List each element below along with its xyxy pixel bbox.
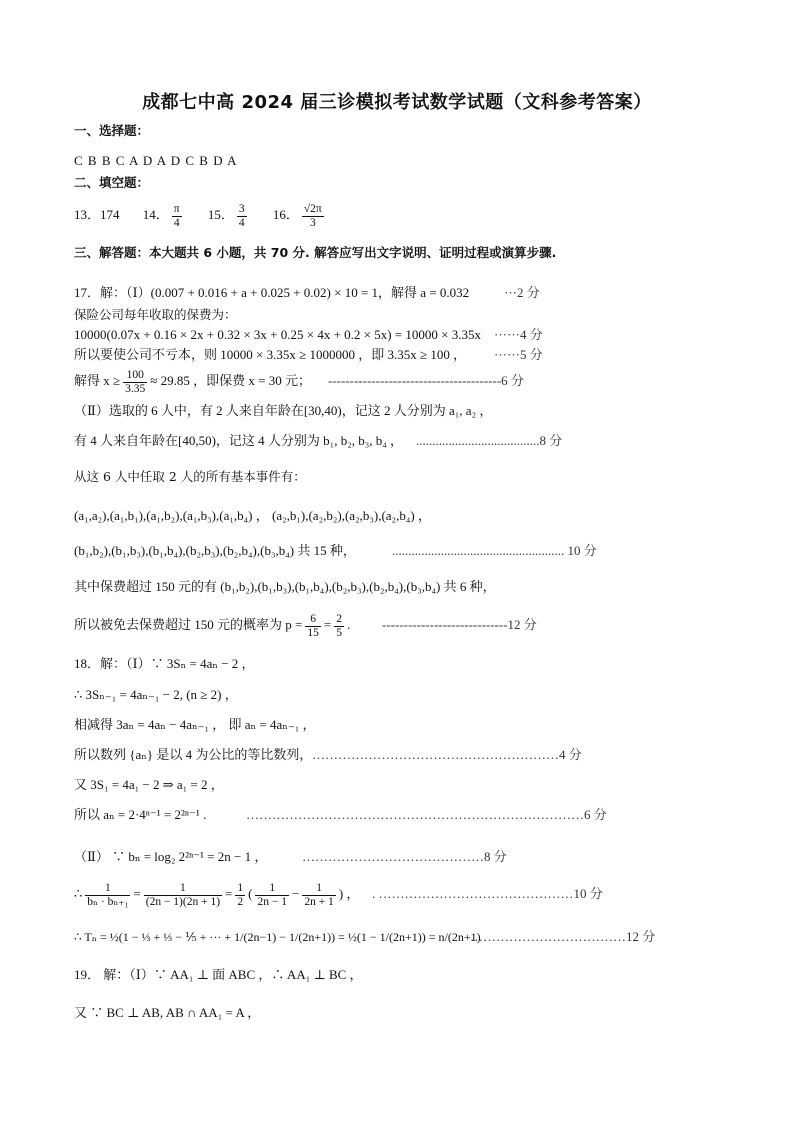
q18-line-8: ∴ $\frac{1}{\text{bₙ · bₙ₊₁}}$ = $\frac{1}{(2n - 1)(2n + 1)}$ = $\frac{1}{2}$ ( $\frac{1}{2n - 1}$ − $\frac{1}{2n + 1}$ ) ， <box>74 881 360 908</box>
q17-score-2: ···2 分 <box>504 285 540 300</box>
q18-line-2: ∴ 3Sₙ₋₁ = 4aₙ₋₁ − 2, (n ≥ 2) ， <box>74 687 238 702</box>
q17-line-3: 10000(0.07x + 0.16 × 2x + 0.32 × 3x + 0.25 × 4x + 0.2 × 5x) = 10000 × 3.35x <box>74 327 481 342</box>
q17-score-8: ......................................8 分 <box>416 433 563 448</box>
section-heading-solve: 三、解答题：本大题共 6 小题，共 70 分. 解答应写出文字说明、证明过程或演算步骤. <box>74 245 557 260</box>
q18-line-3: 相减得 3aₙ = 4aₙ − 4aₙ₋₁ ， 即 aₙ = 4aₙ₋₁ ， <box>74 717 316 732</box>
q18-line-5: 又 3S₁ = 4a₁ − 2 ⇒ a₁ = 2 ， <box>74 777 224 792</box>
q18-score-8: ……………………………………8 分 <box>302 849 507 864</box>
section-heading-choice: 一、选择题： <box>74 123 150 138</box>
fill-answers <box>74 200 347 230</box>
q17-line-10: (b₁,b₂),(b₁,b₃),(b₁,b₄),(b₂,b₃),(b₂,b₄),(b₃,b₄) 共 15 种， <box>74 543 356 558</box>
q18-score-6: ……………………………………………………………………6 分 <box>246 807 607 822</box>
q17-line-5: 解得 x ≥ $\frac{100}{3.35}$ ≈ 29.85 ，即保费 x = 30 元； <box>74 368 311 395</box>
q17-score-6: ----------------------------------------6 分 <box>328 373 524 388</box>
q17-line-11: 其中保费超过 150 元的有 (b₁,b₂),(b₁,b₃),(b₁,b₄),(b₂,b₃),(b₂,b₄),(b₃,b₄) 共 6 种， <box>74 579 496 594</box>
fill-q15: 15． $\frac{3}{4}$ <box>207 202 245 229</box>
q17-score-12: -----------------------------12 分 <box>382 617 537 632</box>
q18-score-12: ………………………………12 分 <box>470 929 656 944</box>
q17-line-9: (a₁,a₂),(a₁,b₁),(a₁,b₂),(a₁,b₃),(a₁,b₄) ， (a₂,b₁),(a₂,b₂),(a₂,b₃),(a₂,b₄) ， <box>74 508 431 523</box>
q18-line-4: 所以数列 {aₙ} 是以 4 为公比的等比数列， <box>74 747 313 762</box>
fill-q16: 16． $\frac{√2\pi}{3}$ <box>272 202 322 229</box>
choice-answers: C B B C A D A D C B D A <box>74 153 238 168</box>
q17-line-12: 所以被免去保费超过 150 元的概率为 p = $\frac{6}{15}$ = $\frac{2}{5}$ . <box>74 612 351 639</box>
page-title: 成都七中高 2024 届三诊模拟考试数学试题（文科参考答案） <box>142 92 652 113</box>
q19-line-2: 又 ∵ BC ⊥ AB, AB ∩ AA₁ = A ， <box>74 1005 261 1020</box>
q17-score-4: ······4 分 <box>494 327 543 342</box>
q17-line-4: 所以要使公司不亏本，则 10000 × 3.35x ≥ 1000000 ，即 3.35x ≥ 100 ， <box>74 347 467 362</box>
q17-line-7: 有 4 人来自年龄在[40,50)，记这 4 人分别为 b₁, b₂, b₃, b₄ ， <box>74 433 404 448</box>
q17-line-6: （Ⅱ）选取的 6 人中，有 2 人来自年龄在[30,40)，记这 2 人分别为 a₁, a₂ ， <box>74 403 493 418</box>
q18-line-7: （Ⅱ） ∵ bₙ = log₂ 2²ⁿ⁻¹ = 2n − 1 ， <box>74 849 268 864</box>
q17-score-10: ..................................................... 10 分 <box>392 543 597 558</box>
fill-q14: 14． $\frac{\pi}{4}$ <box>142 202 180 229</box>
section-heading-fill: 二、填空题： <box>74 175 150 190</box>
q17-line-1: 17．解：（Ⅰ）(0.007 + 0.016 + a + 0.025 + 0.02) × 10 = 1，解得 a = 0.032 <box>74 285 470 300</box>
q18-line-9: ∴ Tₙ = ½(1 − ⅓ + ⅓ − ⅕ + ··· + 1/(2n−1) − 1/(2n+1)) = ½(1 − 1/(2n+1)) = n/(2n+1) . <box>74 930 487 944</box>
fill-q13: 13．174 <box>74 207 120 222</box>
q18-line-6: 所以 aₙ = 2·4ⁿ⁻¹ = 2²ⁿ⁻¹ . <box>74 807 207 822</box>
q18-score-10: . ………………………………………10 分 <box>372 886 603 901</box>
q17-score-5: ······5 分 <box>494 347 543 362</box>
q18-score-4: …………………………………………………4 分 <box>312 747 582 762</box>
q19-line-1: 19． 解：（Ⅰ）∵ AA₁ ⊥ 面 ABC ，∴ AA₁ ⊥ BC ， <box>74 967 363 982</box>
q17-line-2: 保险公司每年收取的保费为： <box>74 307 237 322</box>
q17-line-8: 从这 6 人中任取 2 人的所有基本事件有： <box>74 469 306 484</box>
q18-line-1: 18．解：（Ⅰ）∵ 3Sₙ = 4aₙ − 2 ， <box>74 656 255 671</box>
